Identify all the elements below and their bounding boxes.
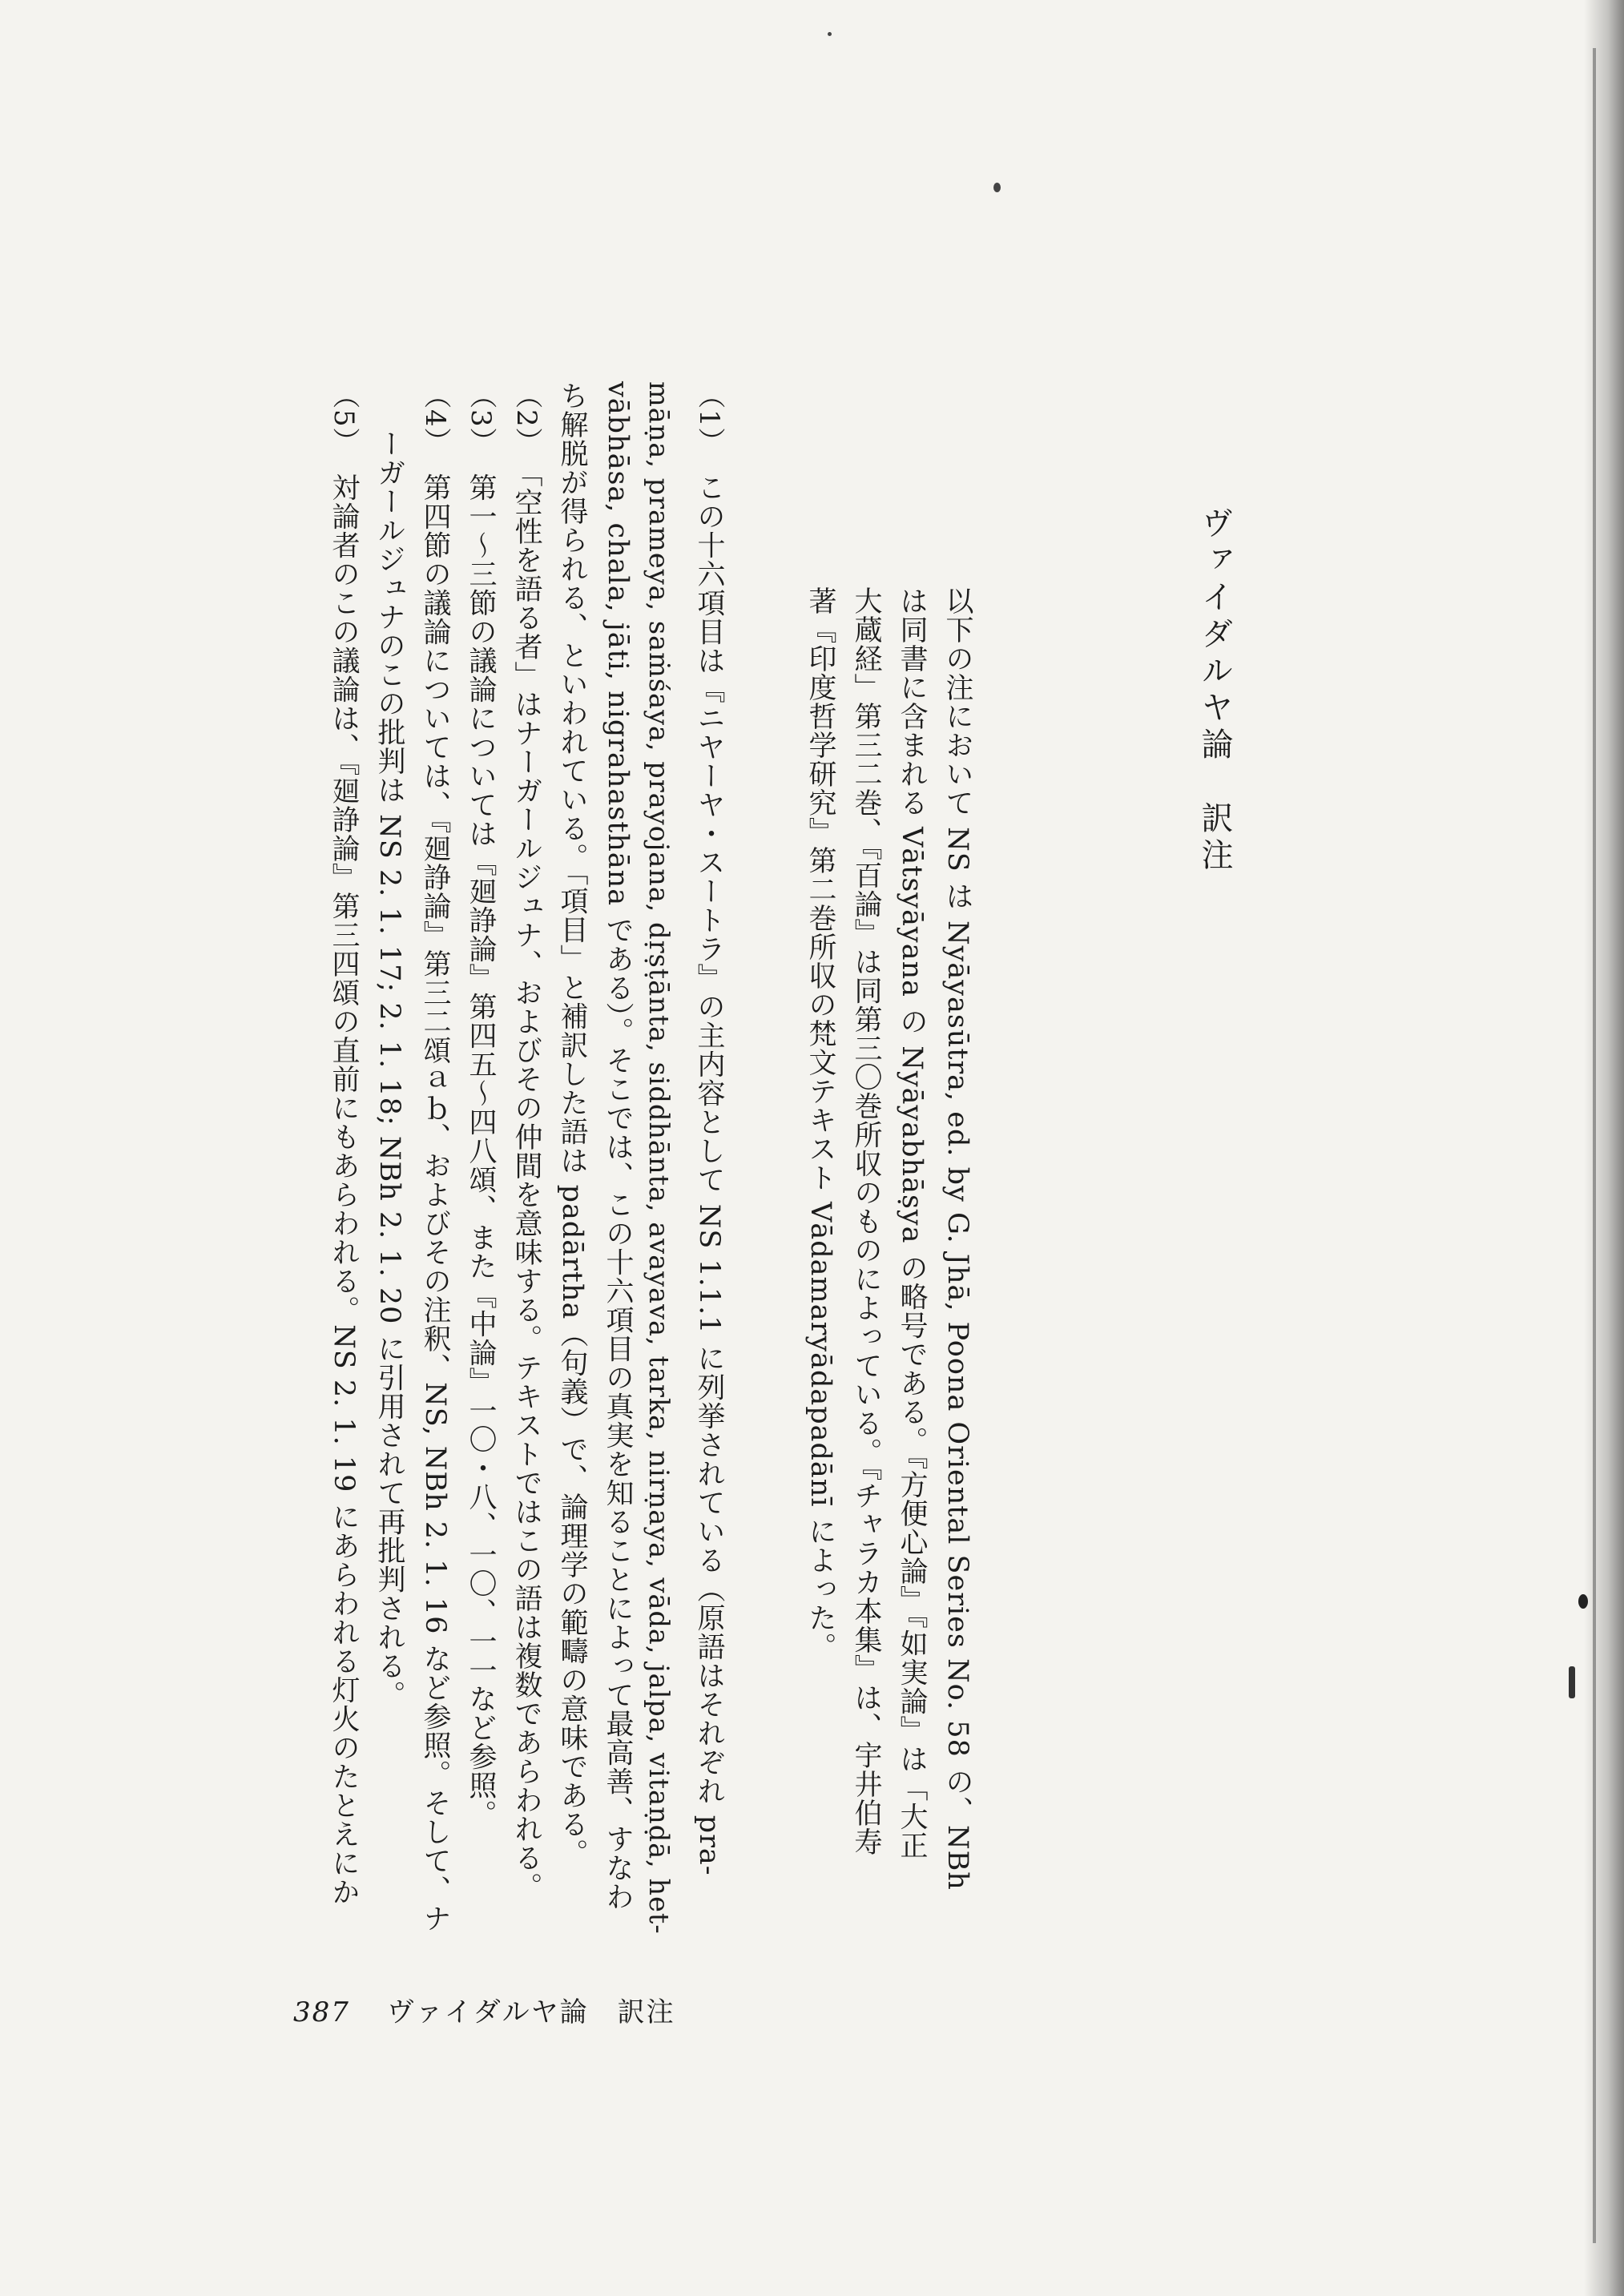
ink-speck: [828, 32, 832, 36]
note-1-marker: （1）: [693, 381, 725, 456]
ink-speck: [1578, 1594, 1588, 1609]
note-1-line: māṇa, prameya, saṁśaya, prayojana, dṛṣṭānta, siddhānta, avayava, tarka, nirṇaya, vāda, jalpa, vitaṇḍā, het-: [643, 381, 675, 1935]
note-4-first-line: [415, 381, 455, 1932]
note-4-marker: （4）: [419, 381, 451, 456]
running-title: ヴァイダルヤ論 訳注: [386, 1996, 675, 2028]
binding-edge-shadow: [1584, 0, 1624, 2296]
note-2-text: 「空性を語る者」はナーガールジュナ、およびその仲間を意味する。テキストではこの語は複数であらわれる。: [510, 473, 542, 1902]
page-footer: [293, 1990, 675, 2029]
intro-line: 著『印度哲学研究』第二巻所収の梵文テキスト Vādamaryādapadānī によった。: [804, 586, 836, 1662]
note-5-text: 対論者のこの議論は、『廻諍論』第三四頌の直前にもあらわれる。NS 2. 1. 19 にあらわれる灯火のたとえにか: [328, 473, 360, 1907]
page-title: ヴァイダルヤ論 訳注: [1196, 506, 1233, 875]
page-number: 387: [293, 1996, 350, 2028]
note-3-line: [461, 381, 501, 1829]
note-4-line: ーガールジュナのこの批判は NS 2. 1. 17; 2. 1. 18; NBh 2. 1. 20 に引用されて再批判される。: [373, 429, 405, 1710]
note-2-marker: （2）: [510, 381, 542, 456]
intro-line: 大蔵経」第三二巻、『百論』は同第三〇巻所収のものによっている。『チャラカ本集』は、宇井伯寿: [850, 586, 882, 1856]
intro-line: 以下の注において NS は Nyāyasūtra, ed. by G. Jhā, Poona Oriental Series No. 58 の、NBh: [941, 586, 973, 1891]
note-5-marker: （5）: [328, 381, 360, 456]
note-5-line: [324, 381, 364, 1907]
note-3-text: 第一～三節の議論については『廻諍論』第四五～四八頌、また『中論』一〇・八、一〇、一一など参照。: [465, 473, 497, 1829]
note-1-line: この十六項目は『ニヤーヤ・スートラ』の主内容として NS 1.1.1 に列挙されている（原語はそれぞれ pra-: [693, 473, 725, 1876]
note-4-line: 第四節の議論については、『廻諍論』第三二頌ａｂ、およびその注釈、NS, NBh 2. 1. 16 など参照。そして、ナ: [419, 473, 451, 1933]
note-1-line: ち解脱が得られる、といわれている。「項目」と補訳した語は padārtha（句義）で、論理学の範疇の意味である。: [556, 381, 588, 1868]
note-2-line: [506, 381, 546, 1901]
note-1-line: vābhāsa, chala, jāti, nigrahasthāna である）。そこでは、この十六項目の真実を知ることによって最高善、すなわ: [602, 381, 634, 1911]
ink-speck: [993, 183, 1001, 192]
note-1-first-line: [689, 381, 729, 1876]
intro-line: は同書に含まれる Vātsyāyana の Nyāyabhāṣya の略号である。『方便心論』『如実論』は「大正: [896, 586, 928, 1860]
note-3-marker: （3）: [465, 381, 497, 456]
ink-speck: [1569, 1666, 1575, 1698]
